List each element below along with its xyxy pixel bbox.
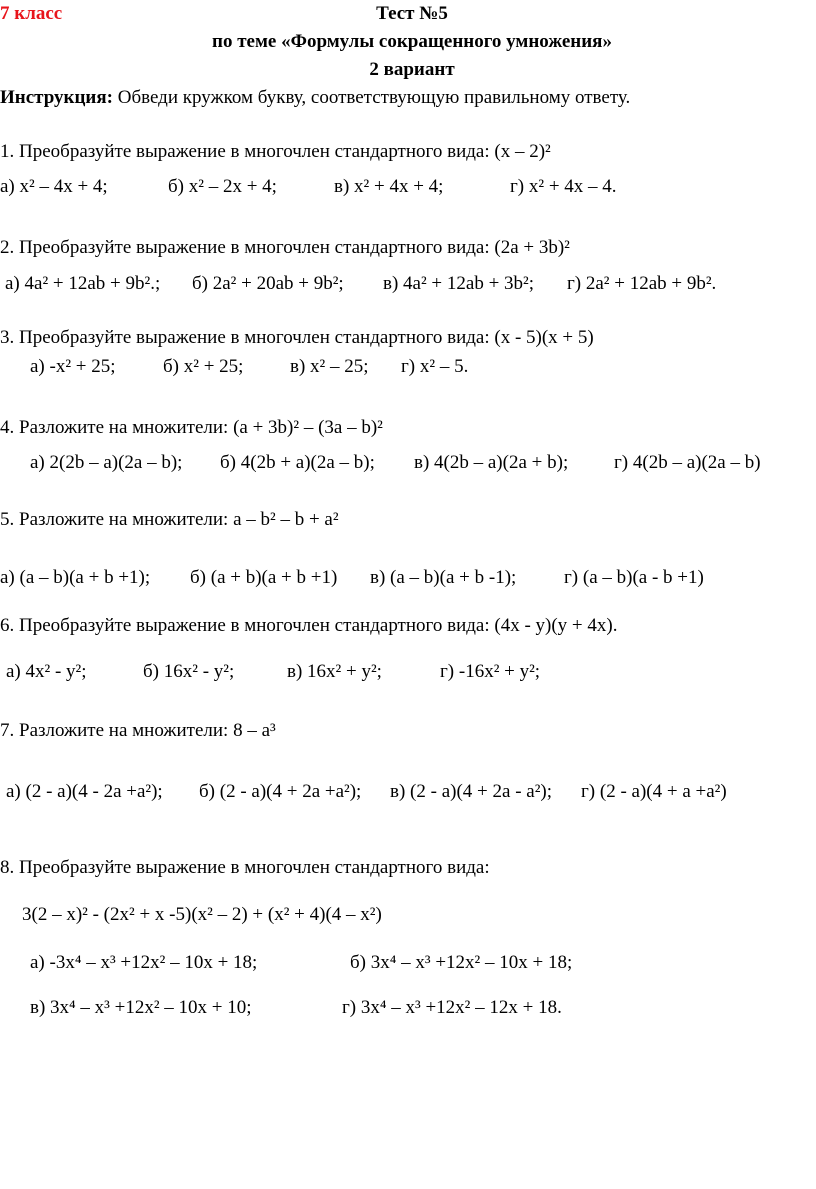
option-a[interactable]: а) -3x⁴ – x³ +12x² – 10x + 18; [30,952,258,973]
question-6-prompt [0,614,617,638]
question-1-prompt [0,140,551,164]
option-b[interactable]: б) 3x⁴ – x³ +12x² – 10x + 18; [350,952,573,973]
option-v[interactable]: в) (2 - a)(4 + 2a - a²); [390,781,553,802]
option-v[interactable]: в) 16x² + y²; [287,661,382,682]
question-expression: 8 – a³ [233,720,276,741]
question-8-prompt: 8. Преобразуйте выражение в многочлен стандартного вида: [0,857,490,878]
option-b[interactable]: б) x² – 2x + 4; [168,176,277,197]
instruction [0,86,630,110]
question-expression: a – b² – b + a² [233,509,339,530]
option-v[interactable]: в) x² – 25; [290,356,369,377]
question-expression: (x – 2)² [494,141,551,162]
question-expression: (4x - y)(y + 4x). [494,615,618,636]
option-a[interactable]: а) x² – 4x + 4; [0,176,108,197]
option-g[interactable]: г) 4(2b – a)(2a – b) [614,452,761,473]
question-3-prompt [0,326,594,350]
question-prompt-text: 5. Разложите на множители: [0,509,234,530]
question-4-prompt [0,416,383,440]
option-b[interactable]: б) (2 - a)(4 + 2a +a²); [199,781,362,802]
question-2-prompt [0,236,570,260]
instruction-text: Обведи кружком букву, соответствующую правильному ответу. [113,87,631,108]
question-expression: (2a + 3b)² [494,237,570,258]
option-g[interactable]: г) (2 - a)(4 + a +a²) [581,781,727,802]
question-prompt-text: 4. Разложите на множители: [0,417,234,438]
option-g[interactable]: г) x² + 4x – 4. [510,176,617,197]
option-a[interactable]: а) 4x² - y²; [6,661,87,682]
option-a[interactable]: а) (a – b)(a + b +1); [0,567,151,588]
option-a[interactable]: а) 4a² + 12ab + 9b².; [5,273,161,294]
question-prompt-text: 6. Преобразуйте выражение в многочлен стандартного вида: [0,615,495,636]
option-v[interactable]: в) 3x⁴ – x³ +12x² – 10x + 10; [30,997,252,1018]
option-g[interactable]: г) -16x² + y²; [440,661,541,682]
question-8-expression: 3(2 – x)² - (2x² + x -5)(x² – 2) + (x² + 4)(4 – x²) [22,904,382,925]
option-a[interactable]: а) -x² + 25; [30,356,116,377]
instruction-label: Инструкция: [0,87,113,108]
grade-label: 7 класс [0,3,63,24]
option-a[interactable]: а) 2(2b – a)(2a – b); [30,452,183,473]
question-prompt-text: 7. Разложите на множители: [0,720,234,741]
option-v[interactable]: в) 4a² + 12ab + 3b²; [383,273,535,294]
question-prompt-text: 3. Преобразуйте выражение в многочлен стандартного вида: [0,327,495,348]
test-subtitle: по теме «Формулы сокращенного умножения» [212,31,612,52]
question-expression: (x - 5)(x + 5) [494,327,594,348]
option-v[interactable]: в) 4(2b – a)(2a + b); [414,452,569,473]
question-5-prompt [0,508,339,532]
option-v[interactable]: в) x² + 4x + 4; [334,176,444,197]
option-b[interactable]: б) (a + b)(a + b +1) [190,567,338,588]
option-g[interactable]: г) 2a² + 12ab + 9b². [567,273,717,294]
option-b[interactable]: б) x² + 25; [163,356,244,377]
option-b[interactable]: б) 2a² + 20ab + 9b²; [192,273,344,294]
option-g[interactable]: г) (a – b)(a - b +1) [564,567,704,588]
question-prompt-text: 1. Преобразуйте выражение в многочлен стандартного вида: [0,141,495,162]
variant-label: 2 вариант [369,59,455,80]
option-a[interactable]: а) (2 - a)(4 - 2a +a²); [6,781,163,802]
option-b[interactable]: б) 4(2b + a)(2a – b); [220,452,375,473]
option-g[interactable]: г) 3x⁴ – x³ +12x² – 12x + 18. [342,997,562,1018]
test-title: Тест №5 [376,3,448,24]
option-v[interactable]: в) (a – b)(a + b -1); [370,567,517,588]
option-g[interactable]: г) x² – 5. [401,356,469,377]
question-7-prompt [0,719,276,743]
question-expression: (a + 3b)² – (3a – b)² [233,417,383,438]
option-b[interactable]: б) 16x² - y²; [143,661,235,682]
question-prompt-text: 2. Преобразуйте выражение в многочлен стандартного вида: [0,237,495,258]
